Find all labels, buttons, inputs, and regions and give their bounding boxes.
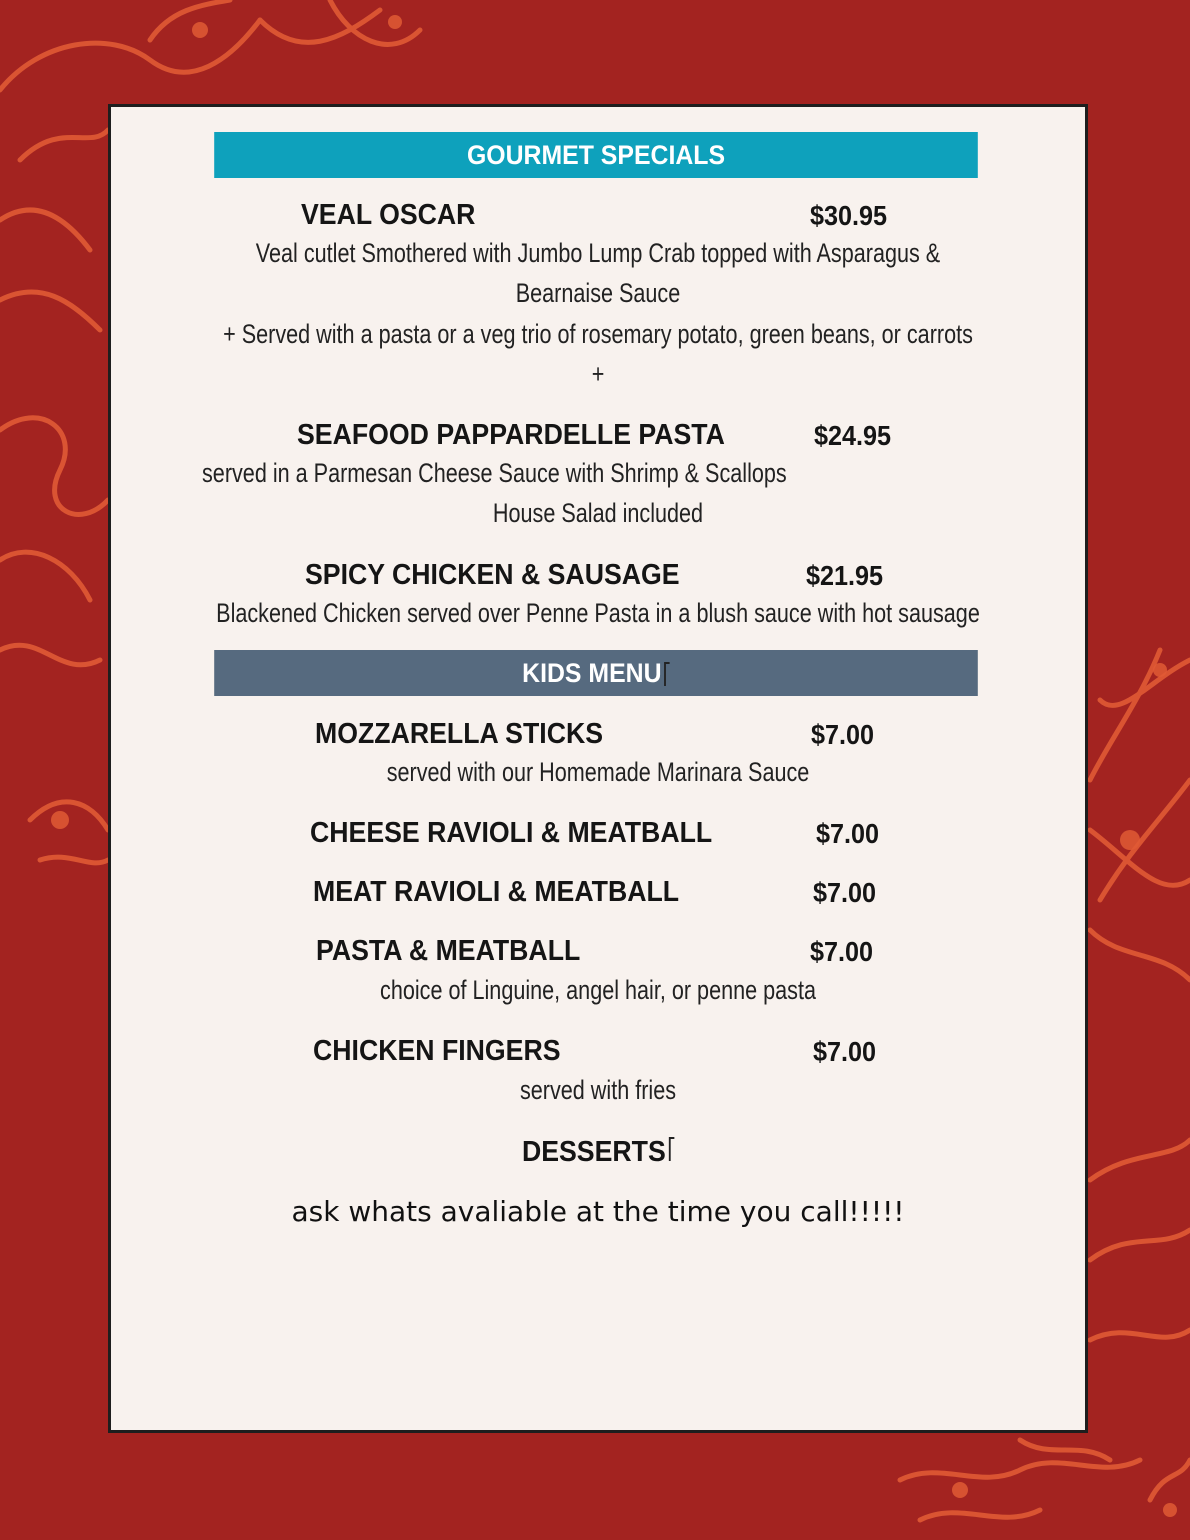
item-name-chicken-fingers: CHICKEN FINGERS bbox=[313, 1035, 561, 1067]
item-price-veal-oscar: $30.95 bbox=[810, 200, 888, 231]
item-name-veal-oscar: VEAL OSCAR bbox=[301, 199, 476, 231]
item-desc-pasta-meatball: choice of Linguine, angel hair, or penne pasta bbox=[380, 975, 816, 1005]
desserts-note: ask whats avaliable at the time you call!!!!! bbox=[291, 1195, 905, 1228]
item-price-seafood-pappardelle: $24.95 bbox=[814, 420, 892, 451]
section-title-kids: KIDS MENU bbox=[522, 657, 662, 688]
section-header-gourmet bbox=[214, 132, 978, 178]
item-name-seafood-pappardelle: SEAFOOD PAPPARDELLE PASTA bbox=[297, 419, 725, 451]
text-cursor-icon bbox=[662, 660, 669, 686]
item-price-cheese-ravioli: $7.00 bbox=[816, 818, 880, 849]
item-desc-chicken-fingers: served with fries bbox=[519, 1075, 677, 1105]
item-price-mozzarella-sticks: $7.00 bbox=[811, 719, 875, 750]
desserts-label: DESSERTS bbox=[521, 1136, 666, 1168]
item-desc-veal-oscar-4: + bbox=[591, 359, 605, 389]
item-name-pasta-meatball: PASTA & MEATBALL bbox=[316, 935, 581, 967]
item-name-mozzarella-sticks: MOZZARELLA STICKS bbox=[315, 718, 604, 750]
item-name-meat-ravioli: MEAT RAVIOLI & MEATBALL bbox=[313, 876, 680, 908]
item-desc-seafood-pappardelle-2: House Salad included bbox=[492, 498, 704, 528]
section-header-kids bbox=[214, 650, 978, 696]
item-desc-veal-oscar-2: Bearnaise Sauce bbox=[515, 278, 681, 308]
item-desc-veal-oscar-1: Veal cutlet Smothered with Jumbo Lump Crab topped with Asparagus & bbox=[255, 238, 941, 268]
section-title-gourmet: GOURMET SPECIALS bbox=[466, 139, 726, 170]
item-desc-veal-oscar-3: + Served with a pasta or a veg trio of rosemary potato, green beans, or carrots bbox=[223, 319, 973, 349]
item-name-spicy-chicken: SPICY CHICKEN & SAUSAGE bbox=[305, 559, 680, 591]
item-price-chicken-fingers: $7.00 bbox=[813, 1036, 877, 1067]
item-price-spicy-chicken: $21.95 bbox=[806, 560, 884, 591]
item-desc-seafood-pappardelle-1: served in a Parmesan Cheese Sauce with Shrimp & Scallops bbox=[202, 458, 787, 488]
item-desc-spicy-chicken-1: Blackened Chicken served over Penne Pasta in a blush sauce with hot sausage bbox=[216, 598, 980, 628]
item-desc-mozzarella-sticks: served with our Homemade Marinara Sauce bbox=[386, 757, 810, 787]
menu-card bbox=[108, 104, 1088, 1433]
item-price-pasta-meatball: $7.00 bbox=[810, 936, 874, 967]
item-price-meat-ravioli: $7.00 bbox=[813, 877, 877, 908]
item-name-cheese-ravioli: CHEESE RAVIOLI & MEATBALL bbox=[310, 817, 713, 849]
section-title-desserts bbox=[150, 1135, 1046, 1169]
text-cursor-icon bbox=[667, 1135, 674, 1161]
